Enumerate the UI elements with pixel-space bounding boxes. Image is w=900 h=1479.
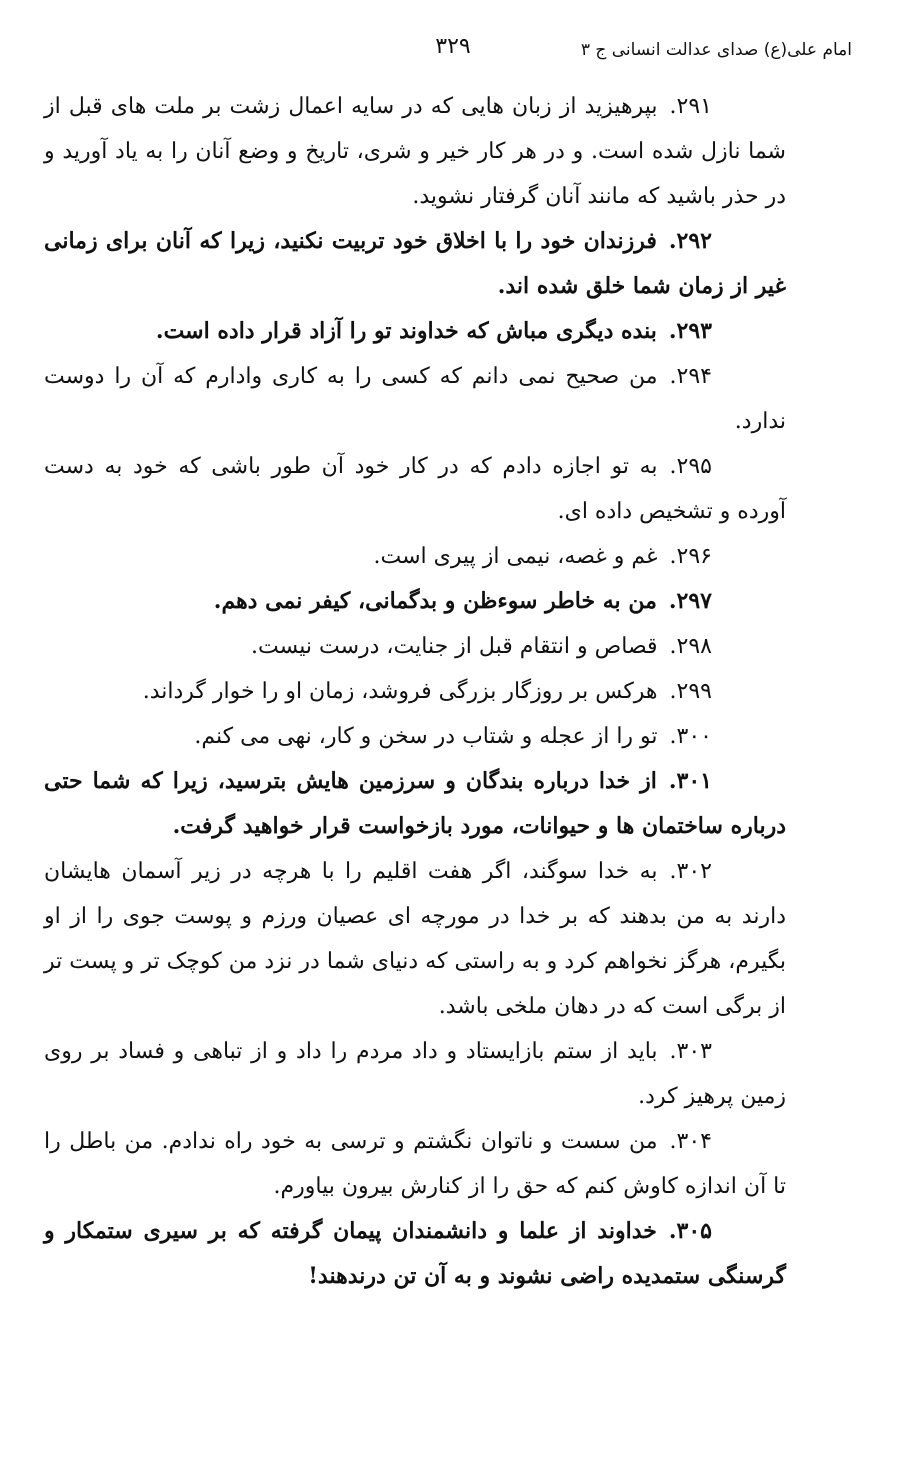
page-number: ۳۲۹ [435, 34, 471, 59]
saying-296 [44, 534, 786, 579]
saying-293 [44, 309, 786, 354]
saying-305 [44, 1209, 786, 1299]
saying-number: ۳۰۰. [669, 724, 712, 749]
sayings-list [44, 84, 786, 1299]
saying-298 [44, 624, 786, 669]
saying-301 [44, 759, 786, 849]
saying-292 [44, 219, 786, 309]
saying-number: ۲۹۹. [669, 679, 712, 704]
saying-number: ۲۹۵. [669, 454, 712, 479]
saying-text: هرکس بر روزگار بزرگی فروشد، زمان او را خوار گرداند. [142, 679, 658, 704]
book-title: امام علی(ع) صدای عدالت انسانی ج ۳ [580, 40, 852, 60]
saying-295 [44, 444, 786, 534]
saying-number: ۳۰۲. [669, 859, 712, 884]
saying-number: ۲۹۸. [669, 634, 712, 659]
saying-number: ۳۰۱. [668, 768, 712, 794]
saying-303 [44, 1029, 786, 1119]
saying-text: تو را از عجله و شتاب در سخن و کار، نهی می کنم. [194, 724, 658, 749]
saying-text: من به خاطر سوءظن و بدگمانی، کیفر نمی دهم. [213, 588, 657, 614]
saying-number: ۳۰۳. [669, 1039, 712, 1064]
saying-text: خداوند از علما و دانشمندان پیمان گرفته که بر سیری ستمکار و گرسنگی ستمدیده راضی نشوند و به آن تن درندهند! [44, 1218, 786, 1289]
saying-text: باید از ستم بازایستاد و داد مردم را داد و از تباهی و فساد بر روی زمین پرهیز کرد. [44, 1039, 786, 1109]
saying-291 [44, 84, 786, 219]
saying-302 [44, 849, 786, 1029]
saying-number: ۲۹۷. [668, 588, 712, 614]
saying-number: ۳۰۵. [668, 1218, 712, 1244]
saying-number: ۲۹۲. [668, 228, 712, 254]
page-header [0, 34, 900, 70]
saying-number: ۲۹۴. [669, 364, 712, 389]
saying-299 [44, 669, 786, 714]
saying-number: ۲۹۱. [669, 94, 712, 119]
saying-number: ۲۹۳. [668, 318, 712, 344]
saying-text: بپرهیزید از زبان هایی که در سایه اعمال زشت بر ملت های قبل از شما نازل شده است. و در هر کار خیر و شری، تاریخ و وضع آنان را به یاد آورید و در حذر باشید که مانند آنان گرفتار نشوید. [44, 94, 786, 209]
saying-text: به تو اجازه دادم که در کار خود آن طور باشی که خود به دست آورده و تشخیص داده ای. [44, 454, 786, 524]
saying-text: غم و غصه، نیمی از پیری است. [373, 544, 658, 569]
saying-297 [44, 579, 786, 624]
saying-text: فرزندان خود را با اخلاق خود تربیت نکنید، زیرا که آنان برای زمانی غیر از زمان شما خلق شده اند. [44, 228, 786, 299]
saying-text: به خدا سوگند، اگر هفت اقلیم را با هرچه در زیر آسمان هایشان دارند به من بدهند که بر خدا در مورچه ای عصیان ورزم و پوست جوی را از او بگیرم، هرگز نخواهم کرد و به راستی که دنیای شما در نزد من کوچک تر و پست تر از برگی است که در دهان ملخی باشد. [44, 859, 786, 1019]
saying-text: من صحیح نمی دانم که کسی را به کاری وادارم که آن را دوست ندارد. [44, 364, 786, 434]
saying-304 [44, 1119, 786, 1209]
saying-300 [44, 714, 786, 759]
saying-text: از خدا درباره بندگان و سرزمین هایش بترسید، زیرا که شما حتی درباره ساختمان ها و حیوانات، مورد بازخواست قرار خواهید گرفت. [44, 768, 786, 839]
saying-text: بنده دیگری مباش که خداوند تو را آزاد قرار داده است. [155, 318, 657, 344]
saying-number: ۳۰۴. [669, 1129, 712, 1154]
saying-text: من سست و ناتوان نگشتم و ترسی به خود راه ندادم. من باطل را تا آن اندازه کاوش کنم که حق را از کنارش بیرون بیاورم. [44, 1129, 786, 1199]
saying-text: قصاص و انتقام قبل از جنایت، درست نیست. [250, 634, 658, 659]
saying-number: ۲۹۶. [669, 544, 712, 569]
saying-294 [44, 354, 786, 444]
